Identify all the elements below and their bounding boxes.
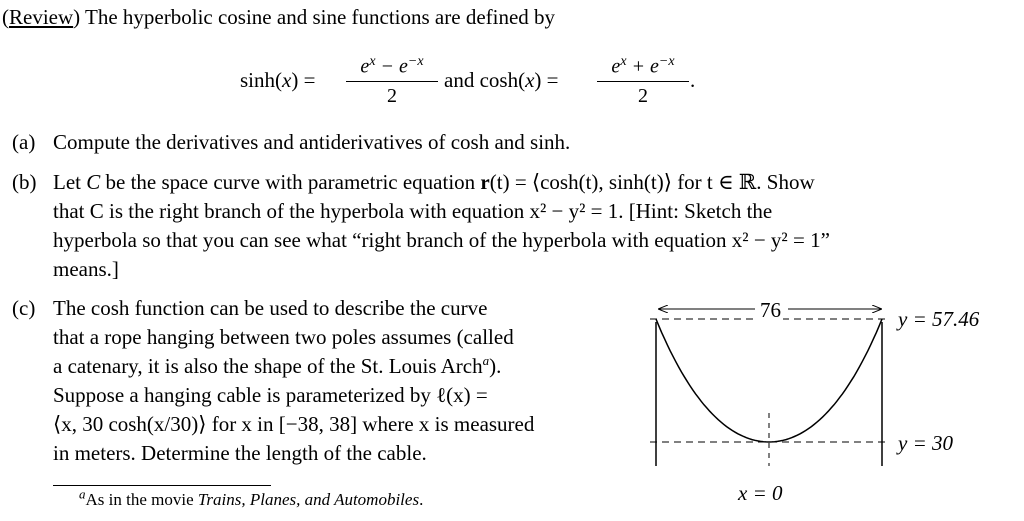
footnote-marker[interactable]: a <box>482 353 490 368</box>
part-b-line-1: Let C be the space curve with parametric equation r(t) = ⟨cosh(t), sinh(t)⟩ for t ∈ ℝ. Show <box>53 170 815 194</box>
span-label: 76 <box>760 298 781 322</box>
top-height-label: y = 57.46 <box>898 307 980 331</box>
sinh-numerator: $e^x - e^{-x}$ <box>360 54 424 78</box>
review-word: Review <box>9 5 74 29</box>
part-b-line-4: means.] <box>53 257 119 281</box>
part-c-line-6: in meters. Determine the length of the cable. <box>53 441 427 465</box>
part-c-line-3: a catenary, it is also the shape of the St. Louis Arch$^a$). <box>53 353 502 378</box>
footnote: $^a$As in the movie Trains, Planes, and Automobiles. <box>79 486 424 509</box>
part-a-text: Compute the derivatives and antiderivatives of cosh and sinh. <box>53 130 571 154</box>
part-c-line-1: The cosh function can be used to describe the curve <box>53 296 488 320</box>
sinh-denominator: 2 <box>387 84 397 107</box>
sinh-lhs: sinh(x) = <box>240 68 316 92</box>
part-c-line-4: Suppose a hanging cable is parameterized by ℓ(x) = <box>53 383 488 407</box>
cosh-denominator: 2 <box>638 84 648 107</box>
intro-line: (Review) The hyperbolic cosine and sine functions are defined by <box>2 5 556 29</box>
cosh-numerator: $e^x + e^{-x}$ <box>611 54 675 78</box>
part-c-line-5: ⟨x, 30 cosh(x/30)⟩ for x in [−38, 38] where x is measured <box>53 412 535 436</box>
bottom-height-label: y = 30 <box>898 431 953 455</box>
part-b-line-3: hyperbola so that you can see what “right branch of the hyperbola with equation x² − y² = 1” <box>53 228 830 252</box>
part-b-line-2: that C is the right branch of the hyperbola with equation x² − y² = 1. [Hint: Sketch the <box>53 199 773 223</box>
part-b-label: (b) <box>12 170 37 194</box>
axis-label: x = 0 <box>738 481 783 505</box>
intro-text: The hyperbolic cosine and sine functions are defined by <box>80 5 556 29</box>
cosh-lhs: and cosh(x) = <box>444 68 559 92</box>
formula-period: . <box>690 68 696 92</box>
part-c-label: (c) <box>12 296 36 320</box>
part-a-label: (a) <box>12 130 36 154</box>
part-c-line-2: that a rope hanging between two poles assumes (called <box>53 325 514 349</box>
